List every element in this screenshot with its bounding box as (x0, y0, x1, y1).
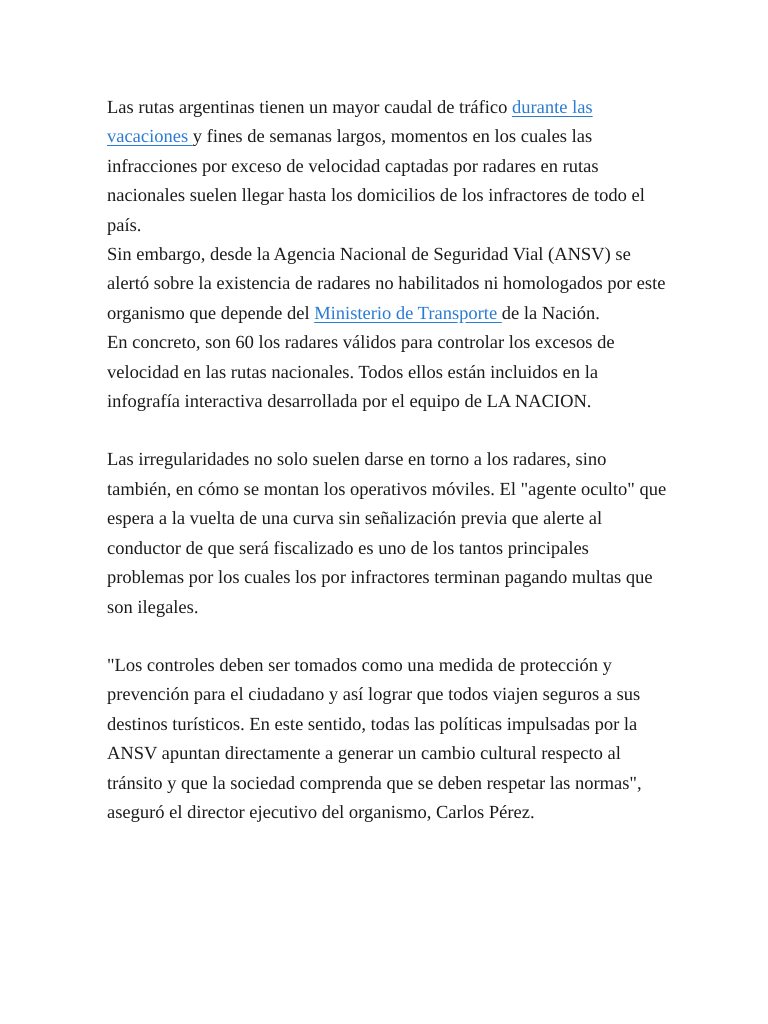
link-durante-las-vacaciones[interactable]: durante las vacaciones (107, 98, 593, 148)
paragraph-irregularidades (107, 446, 667, 622)
paragraph-spacer (107, 623, 667, 652)
paragraph-text: Las rutas argentinas tienen un mayor caudal de tráfico (107, 98, 512, 118)
paragraph-spacer (107, 417, 667, 446)
paragraph-ansv-radares (107, 241, 667, 329)
paragraph-text: Las irregularidades no solo suelen darse en torno a los radares, sino también, en cómo se montan los operativos móviles. El "agente oculto" que espera a la vuelta de una curva sin señalización previa que alerte al conductor de que será fiscalizado es uno de los tantos principales problemas por los cuales los por infractores terminan pagando multas que son ilegales. (107, 450, 667, 618)
paragraph-text: En concreto, son 60 los radares válidos para controlar los excesos de velocidad en las rutas nacionales. Todos ellos están incluidos en la infografía interactiva desarrollada por el equipo de LA NACION. (107, 333, 615, 413)
paragraph-text: de la Nación. (501, 303, 600, 324)
paragraph-text: y fines de semanas largos, momentos en los cuales las infracciones por exceso de velocidad captadas por radares en rutas nacionales suelen llegar hasta los domicilios de los infractores de todo el país. (107, 127, 645, 236)
paragraph-text: Sin embargo, desde la Agencia Nacional de Seguridad Vial (ANSV) se alertó sobre la existencia de radares no habilitados ni homologados por este organismo que depende del (107, 245, 666, 324)
article-body (107, 94, 667, 828)
paragraph-text: "Los controles deben ser tomados como una medida de protección y prevención para el ciudadano y así lograr que todos viajen seguros a sus destinos turísticos. En este sentido, todas las políticas impulsadas por la ANSV apuntan directamente a generar un cambio cultural respecto al tránsito y que la sociedad comprenda que se deben respetar las normas", aseguró el director ejecutivo del organismo, Carlos Pérez. (107, 655, 642, 823)
link-ministerio-de-transporte[interactable]: Ministerio de Transporte (314, 303, 502, 324)
paragraph-radares-validos (107, 329, 667, 417)
paragraph-cita-director (107, 652, 667, 828)
paragraph-rutas-vacaciones (107, 94, 667, 241)
